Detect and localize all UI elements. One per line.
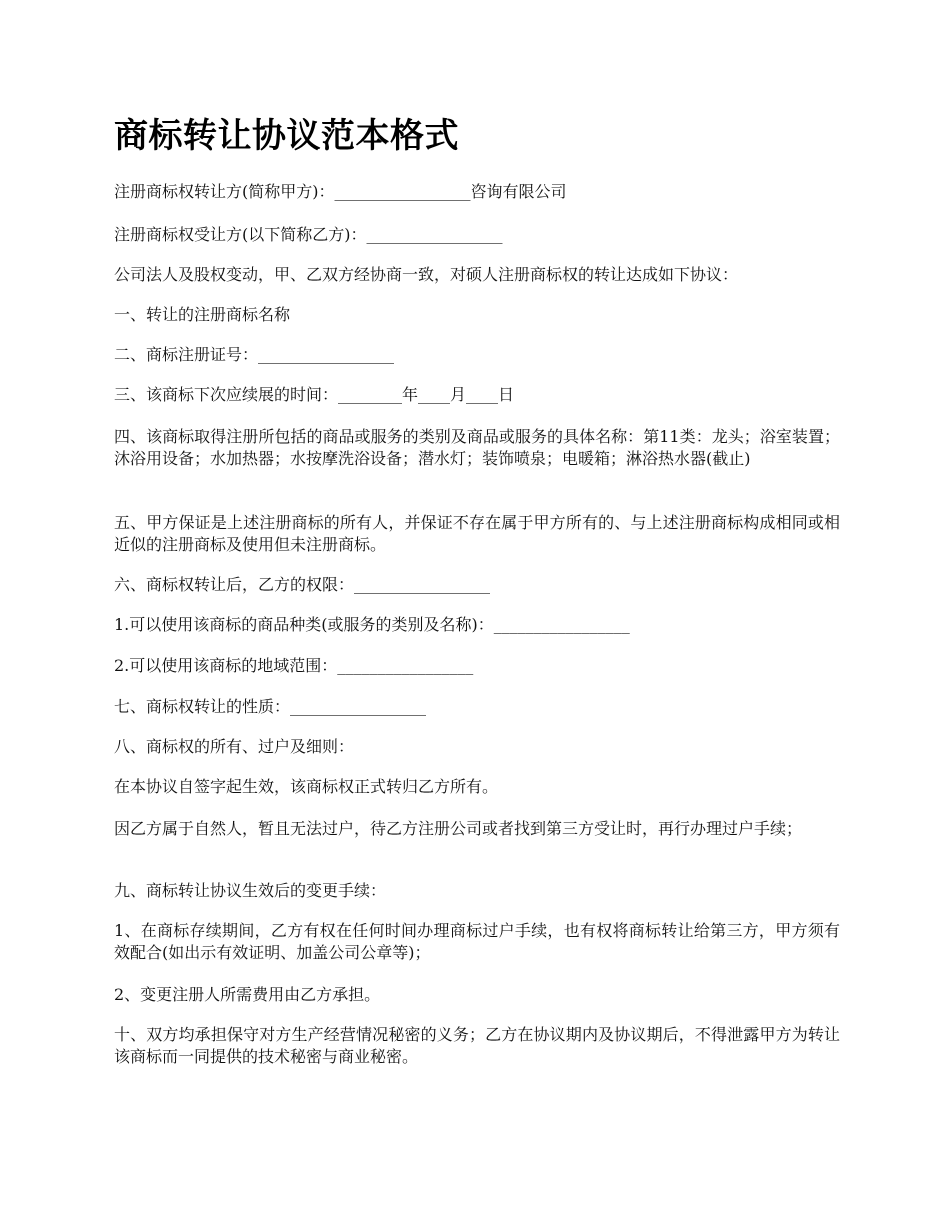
clause-6-rights: 六、商标权转让后，乙方的权限：_________________ <box>114 575 491 594</box>
clause-6-item-2: 2.可以使用该商标的地域范围：_________________ <box>114 656 474 675</box>
clause-3-renewal-date: 三、该商标下次应续展的时间：________年____月____日 <box>114 385 515 404</box>
clause-9-item-2: 2、变更注册人所需费用由乙方承担。 <box>114 985 381 1004</box>
clause-6-item-1: 1.可以使用该商标的商品种类(或服务的类别及名称)：_________________ <box>114 615 630 634</box>
clause-2-registration-number: 二、商标注册证号：_________________ <box>114 345 395 364</box>
clause-10-confidentiality: 十、双方均承担保守对方生产经营情况秘密的义务；乙方在协议期内及协议期后，不得泄露甲方为转让该商标而一同提供的技术秘密与商业秘密。 <box>114 1025 840 1066</box>
clause-9-item-1: 1、在商标存续期间，乙方有权在任何时间办理商标过户手续，也有权将商标转让给第三方，甲方须有效配合(如出示有效证明、加盖公司公章等)； <box>114 921 840 962</box>
clause-9-change-procedure: 九、商标转让协议生效后的变更手续： <box>114 881 387 900</box>
paragraph-preamble: 公司法人及股权变动，甲、乙双方经协商一致，对硕人注册商标权的转让达成如下协议： <box>114 265 739 284</box>
clause-5-guarantee: 五、甲方保证是上述注册商标的所有人，并保证不存在属于甲方所有的、与上述注册商标构成相同或相近似的注册商标及使用但未注册商标。 <box>114 513 840 554</box>
clause-8-ownership: 八、商标权的所有、过户及细则： <box>114 737 355 756</box>
clause-4-goods-services: 四、该商标取得注册所包括的商品或服务的类别及商品或服务的具体名称：第11类：龙头；浴室装置；沐浴用设备；水加热器；水按摩洗浴设备；潜水灯；装饰喷泉；电暖箱；淋浴热水器(截止) <box>114 427 840 468</box>
clause-7-nature: 七、商标权转让的性质：_________________ <box>114 697 427 716</box>
page-title: 商标转让协议范本格式 <box>114 116 459 156</box>
clause-8-transfer-procedure: 因乙方属于自然人，暂且无法过户，待乙方注册公司或者找到第三方受让时，再行办理过户手续； <box>114 819 803 838</box>
paragraph-transferee: 注册商标权受让方(以下简称乙方)：_________________ <box>114 225 503 244</box>
paragraph-transferor: 注册商标权转让方(简称甲方)：_________________咨询有限公司 <box>114 182 567 201</box>
clause-1-trademark-name: 一、转让的注册商标名称 <box>114 305 291 324</box>
clause-8-effective: 在本协议自签字起生效，该商标权正式转归乙方所有。 <box>114 777 499 796</box>
